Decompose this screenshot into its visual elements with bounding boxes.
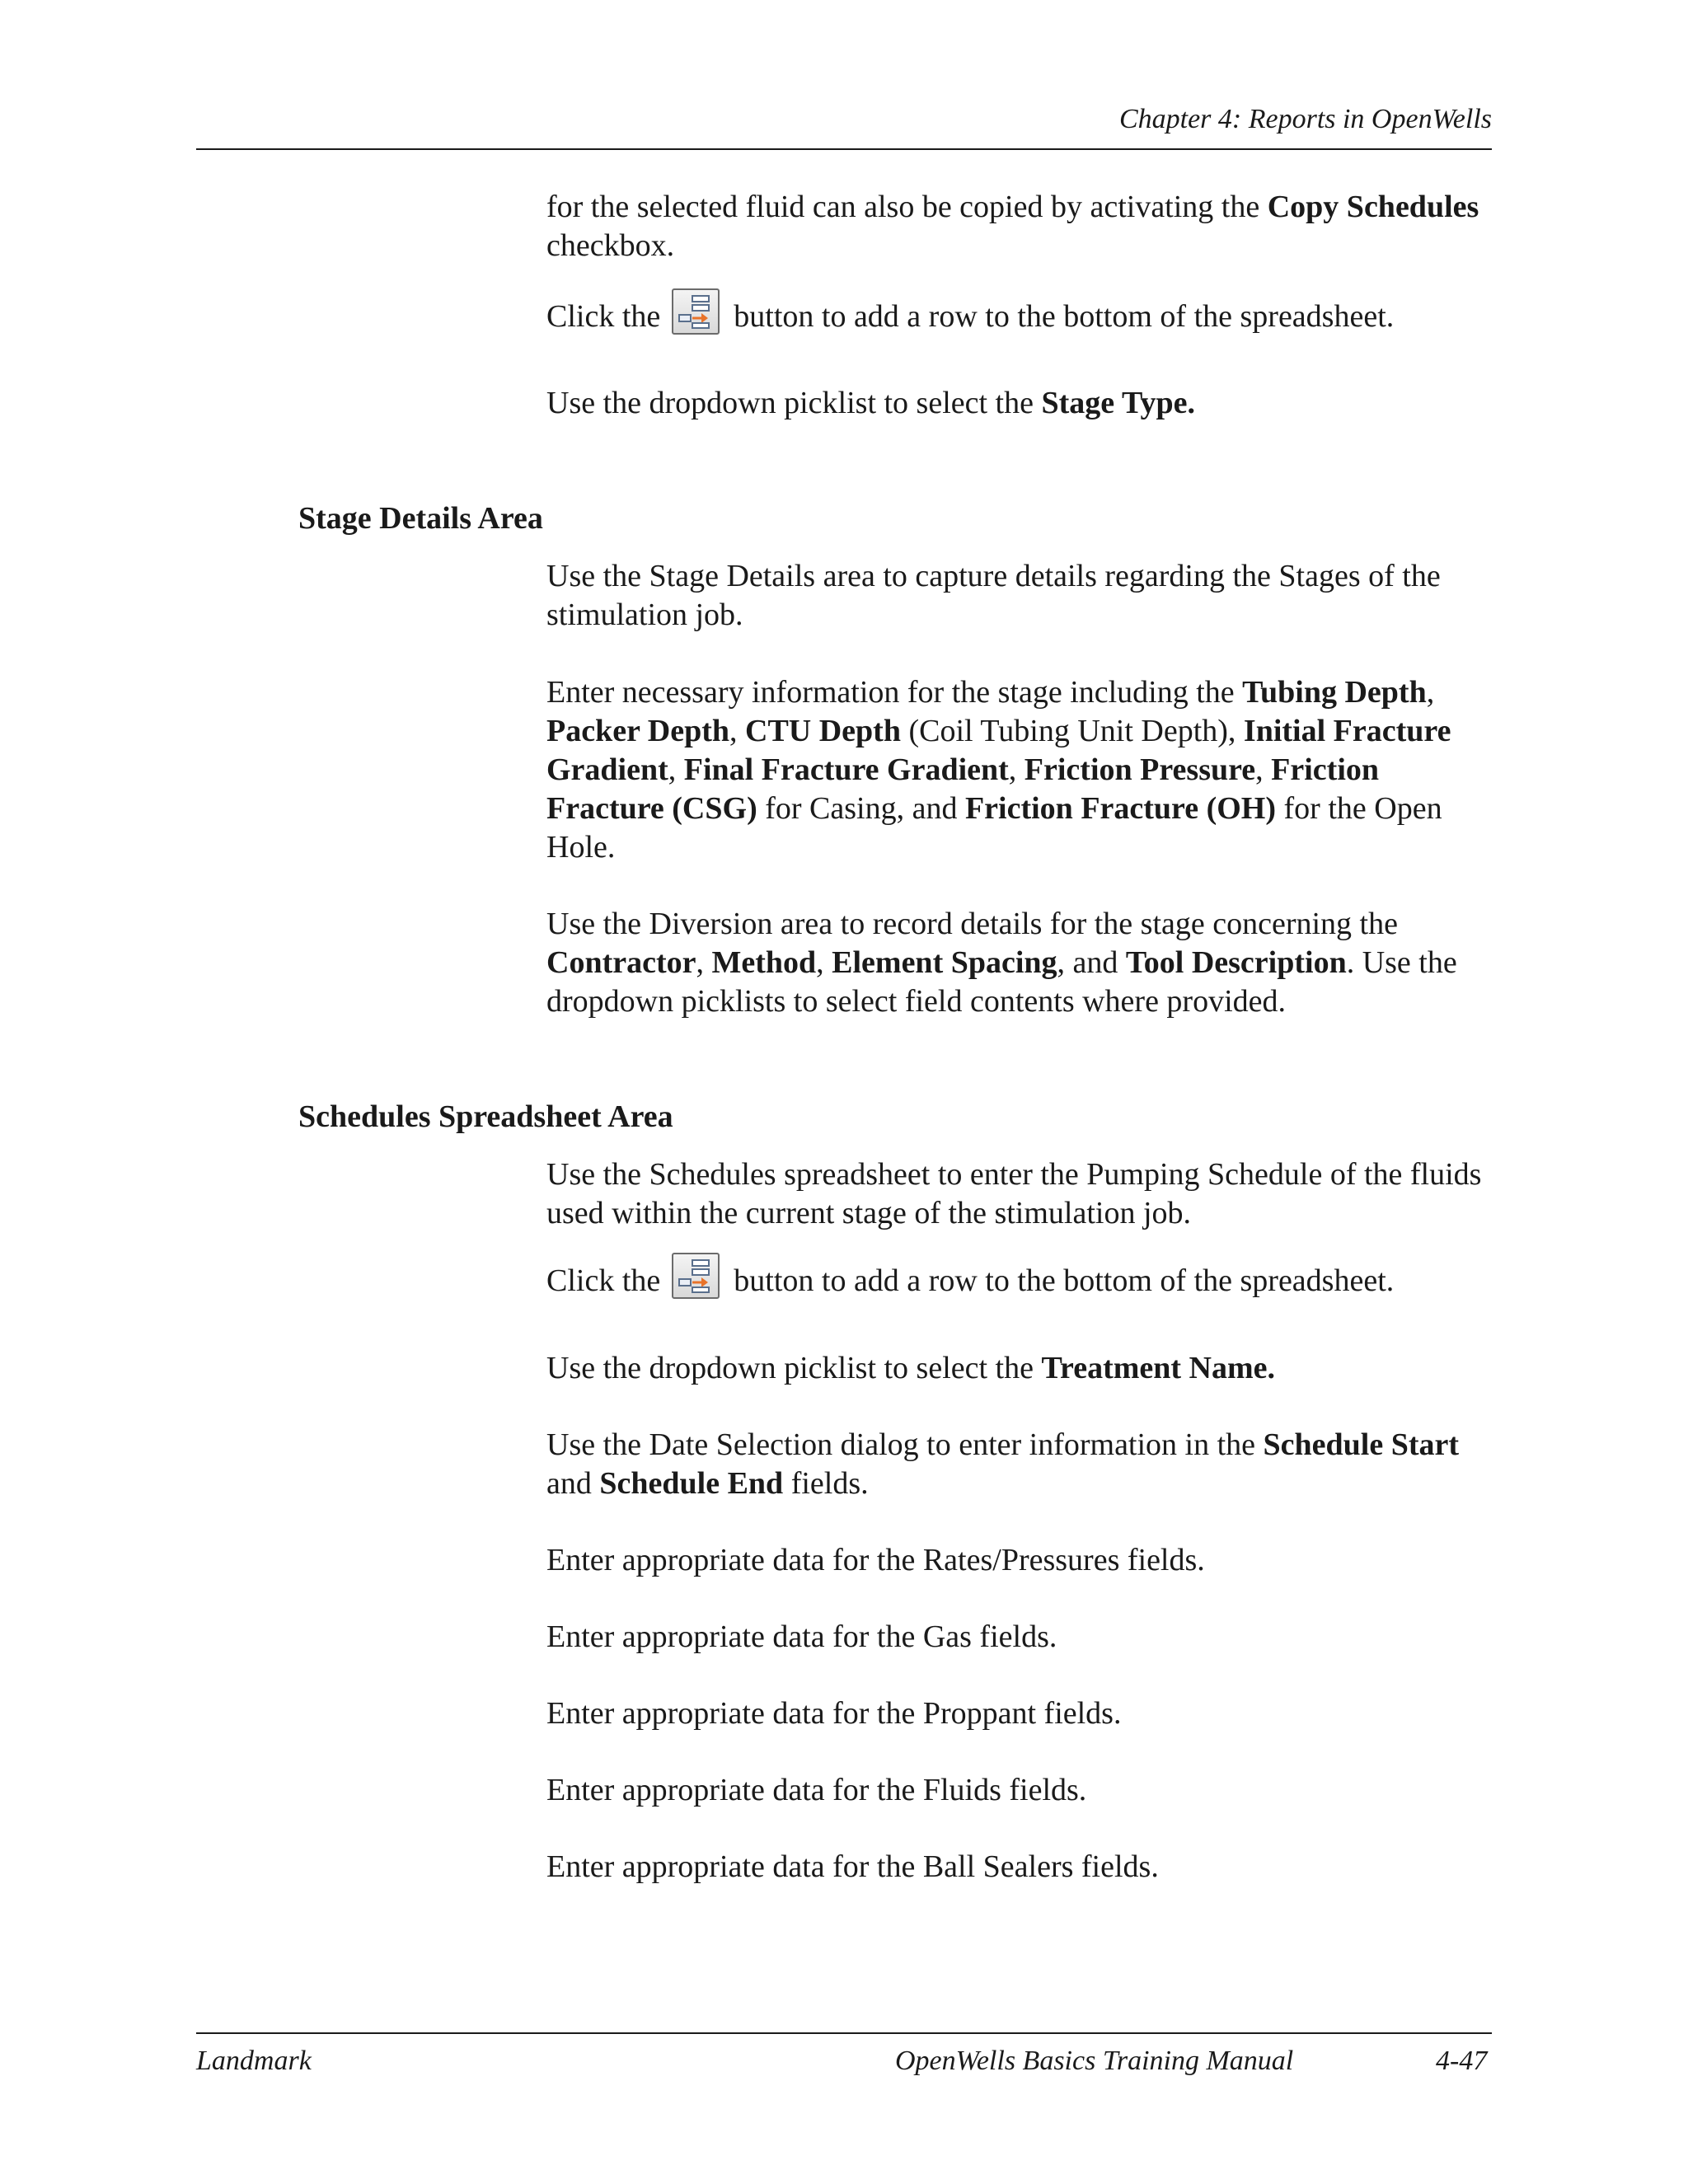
paragraph-treatment-name: Use the dropdown picklist to select the Treatment Name. bbox=[546, 1351, 1275, 1385]
paragraph-ball-sealers: Enter appropriate data for the Ball Sealers fields. bbox=[546, 1849, 1159, 1884]
add-row-icon[interactable] bbox=[672, 1253, 720, 1299]
paragraph-stage-fields: Enter necessary information for the stage including the Tubing Depth, Packer Depth, CTU Depth (Coil Tubing Unit Depth), Initial Fracture Gradient, Final Fracture Gradient, Friction Pressure, Friction Fracture (CSG) for Casing, and Friction Fracture (OH) for the Open Hole. bbox=[546, 675, 1451, 865]
paragraph-copy-schedules: for the selected fluid can also be copied by activating the Copy Schedules checkbox. bbox=[546, 190, 1479, 263]
footer-page-number: 4-47 bbox=[1436, 2046, 1488, 2076]
footer-publisher: Landmark bbox=[196, 2046, 312, 2076]
paragraph-rates-pressures: Enter appropriate data for the Rates/Pressures fields. bbox=[546, 1543, 1205, 1577]
footer-manual-title: OpenWells Basics Training Manual bbox=[895, 2046, 1294, 2076]
paragraph-fluids: Enter appropriate data for the Fluids fields. bbox=[546, 1773, 1087, 1807]
paragraph-date-selection: Use the Date Selection dialog to enter information in the Schedule Start and Schedule End fields. bbox=[546, 1427, 1460, 1501]
add-row-icon[interactable] bbox=[672, 288, 720, 335]
header-rule bbox=[196, 148, 1492, 150]
paragraph-stage-type: Use the dropdown picklist to select the Stage Type. bbox=[546, 386, 1195, 420]
paragraph-add-row-1: Click the button to add a row to the bottom of the spreadsheet. bbox=[546, 288, 1492, 336]
paragraph-add-row-2: Click the button to add a row to the bottom of the spreadsheet. bbox=[546, 1253, 1492, 1301]
footer-rule bbox=[196, 2032, 1492, 2034]
paragraph-gas: Enter appropriate data for the Gas fields. bbox=[546, 1619, 1057, 1654]
paragraph-stage-details-intro: Use the Stage Details area to capture details regarding the Stages of the stimulation job. bbox=[546, 559, 1441, 632]
page-header: Chapter 4: Reports in OpenWells bbox=[1118, 104, 1492, 134]
paragraph-diversion: Use the Diversion area to record details for the stage concerning the Contractor, Method, Element Spacing, and Tool Description. Use the dropdown picklists to select field contents where provided. bbox=[546, 907, 1457, 1019]
paragraph-proppant: Enter appropriate data for the Proppant fields. bbox=[546, 1696, 1122, 1731]
paragraph-schedules-intro: Use the Schedules spreadsheet to enter the Pumping Schedule of the fluids used within the current stage of the stimulation job. bbox=[546, 1157, 1482, 1230]
heading-schedules-spreadsheet: Schedules Spreadsheet Area bbox=[298, 1099, 673, 1134]
heading-stage-details: Stage Details Area bbox=[298, 501, 543, 536]
